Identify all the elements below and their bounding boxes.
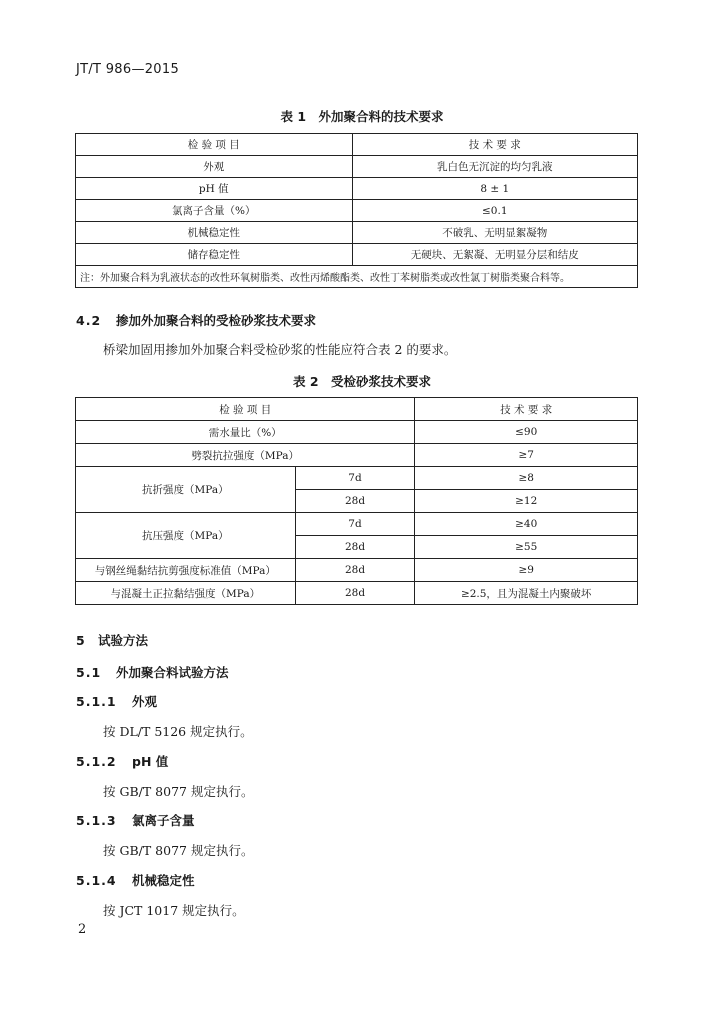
table1-header-item: 检 验 项 目 [76, 134, 353, 156]
table2-header-req: 技 术 要 求 [415, 398, 638, 421]
subsection-5-1-1-text: 按 DL/T 5126 规定执行。 [103, 724, 253, 739]
table1-cell: 8 ± 1 [352, 178, 638, 200]
subsection-5-1-3-text: 按 GB/T 8077 规定执行。 [103, 843, 254, 858]
table2-cell: 劈裂抗拉强度（MPa） [76, 444, 415, 467]
section-number: 5 [76, 633, 86, 648]
table2-cell: ≥55 [415, 536, 638, 559]
section-title: 氯离子含量 [132, 813, 195, 828]
section-title: 试验方法 [98, 633, 149, 648]
table2-header-item: 检 验 项 目 [76, 398, 415, 421]
table2-cell: 与钢丝绳黏结抗剪强度标准值（MPa） [76, 559, 296, 582]
section-title: 外加聚合料试验方法 [116, 665, 229, 680]
subsection-5-1-4-text: 按 JCT 1017 规定执行。 [103, 903, 245, 918]
table2-cell: 7d [295, 513, 415, 536]
table2-cell: 28d [295, 490, 415, 513]
section-number: 4.2 [76, 313, 102, 328]
subsection-5-1-4-heading [76, 871, 195, 889]
standard-code: JT/T 986—2015 [76, 62, 180, 77]
table2-cell: 7d [295, 467, 415, 490]
section-number: 5.1 [76, 665, 102, 680]
table1-cell: ≤0.1 [352, 200, 638, 222]
table1 [75, 133, 638, 288]
table1-cell: 无硬块、无絮凝、无明显分层和结皮 [352, 244, 638, 266]
table1-cell: 不破乳、无明显絮凝物 [352, 222, 638, 244]
section-4-2-text: 桥梁加固用掺加外加聚合料受检砂浆的性能应符合表 2 的要求。 [103, 342, 457, 357]
section-5-heading [76, 631, 148, 649]
table1-cell: 外观 [76, 156, 353, 178]
table2-cell: ≥12 [415, 490, 638, 513]
table2-cell: ≥2.5，且为混凝土内聚破坏 [415, 582, 638, 605]
table1-caption: 表 1 外加聚合料的技术要求 [280, 109, 444, 124]
table2-caption: 表 2 受检砂浆技术要求 [292, 374, 432, 389]
table2-cell: ≤90 [415, 421, 638, 444]
table2-cell: 28d [295, 536, 415, 559]
section-number: 5.1.1 [76, 694, 117, 709]
section-number: 5.1.2 [76, 754, 117, 769]
table2-cell: 28d [295, 559, 415, 582]
section-title: pH 值 [132, 754, 169, 769]
table1-cell: 储存稳定性 [76, 244, 353, 266]
table2-cell: 28d [295, 582, 415, 605]
table2 [75, 397, 638, 605]
subsection-5-1-2-heading [76, 752, 168, 770]
subsection-5-1-1-heading [76, 692, 157, 710]
table1-header-req: 技 术 要 求 [352, 134, 638, 156]
table1-note: 注：外加聚合料为乳液状态的改性环氧树脂类、改性丙烯酸酯类、改性丁苯树脂类或改性氯丁树脂类聚合料等。 [76, 266, 638, 288]
section-title: 外观 [132, 694, 158, 709]
page-number: 2 [78, 922, 87, 937]
table1-cell: 乳白色无沉淀的均匀乳液 [352, 156, 638, 178]
table1-cell: 机械稳定性 [76, 222, 353, 244]
table2-cell: 与混凝土正拉黏结强度（MPa） [76, 582, 296, 605]
table2-cell: 需水量比（%） [76, 421, 415, 444]
table2-cell: ≥8 [415, 467, 638, 490]
table2-cell: 抗压强度（MPa） [76, 513, 296, 559]
section-4-2-heading [76, 311, 316, 329]
table2-cell: ≥40 [415, 513, 638, 536]
table2-cell: ≥9 [415, 559, 638, 582]
section-number: 5.1.4 [76, 873, 117, 888]
subsection-5-1-2-text: 按 GB/T 8077 规定执行。 [103, 784, 254, 799]
section-title: 掺加外加聚合料的受检砂浆技术要求 [116, 313, 317, 328]
section-5-1-heading [76, 663, 229, 681]
subsection-5-1-3-heading [76, 811, 195, 829]
table2-cell: ≥7 [415, 444, 638, 467]
section-number: 5.1.3 [76, 813, 117, 828]
table2-cell: 抗折强度（MPa） [76, 467, 296, 513]
table1-cell: pH 值 [76, 178, 353, 200]
section-title: 机械稳定性 [132, 873, 195, 888]
table1-cell: 氯离子含量（%） [76, 200, 353, 222]
